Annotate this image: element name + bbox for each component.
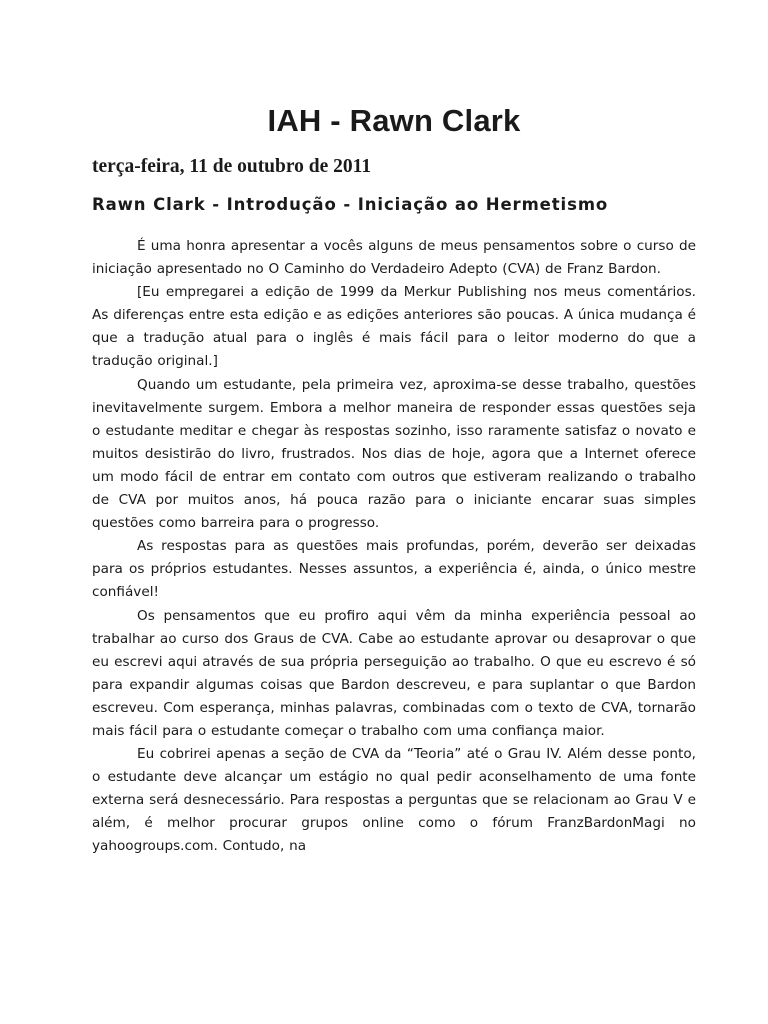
document-title: IAH - Rawn Clark xyxy=(267,103,521,138)
paragraph: As respostas para as questões mais profundas, porém, deverão ser deixadas para os próprios estudantes. Nesses assuntos, a experiência é, ainda, o único mestre confiável! xyxy=(92,538,696,601)
paragraph: É uma honra apresentar a vocês alguns de meus pensamentos sobre o curso de iniciação apresentado no O Caminho do Verdadeiro Adepto (CVA) de Franz Bardon. xyxy=(92,238,696,278)
paragraph: [Eu empregarei a edição de 1999 da Merkur Publishing nos meus comentários. As diferenças entre esta edição e as edições anteriores são poucas. A única mudança é que a tradução atual para o inglês é mais fácil para o leitor moderno do que a tradução original.] xyxy=(92,284,696,370)
paragraph: Os pensamentos que eu profiro aqui vêm da minha experiência pessoal ao trabalhar ao curso dos Graus de CVA. Cabe ao estudante aprovar ou desaprovar o que eu escrevi aqui através de sua própria perseguição ao trabalho. O que eu escrevo é só para expandir algumas coisas que Bardon descreveu, e para suplantar o que Bardon escreveu. Com esperança, minhas palavras, combinadas com o texto de CVA, tornarão mais fácil para o estudante começar o trabalho com uma confiança maior. xyxy=(92,607,696,739)
paragraph: Quando um estudante, pela primeira vez, aproxima-se desse trabalho, questões inevitavelmente surgem. Embora a melhor maneira de responder essas questões seja o estudante meditar e chegar às respostas sozinho, isso raramente satisfaz o novato e muitos desistirão do livro, frustrados. Nos dias de hoje, agora que a Internet oferece um modo fácil de entrar em contato com outros que estiveram realizando o trabalho de CVA por muitos anos, há pouca razão para o iniciante encarar suas simples questões como barreira para o progresso. xyxy=(92,376,696,532)
paragraph: Eu cobrirei apenas a seção de CVA da “Teoria” até o Grau IV. Além desse ponto, o estudante deve alcançar um estágio no qual pedir aconselhamento de uma fonte externa será desnecessário. Para respostas a perguntas que se relacionam ao Grau V e além, é melhor procurar grupos online como o fórum FranzBardonMagi no yahoogroups.com. Contudo, na xyxy=(92,746,696,855)
post-date: terça-feira, 11 de outubro de 2011 xyxy=(92,156,372,177)
document-body xyxy=(92,235,696,859)
section-heading: Rawn Clark - Introdução - Iniciação ao Hermetismo xyxy=(92,195,609,214)
